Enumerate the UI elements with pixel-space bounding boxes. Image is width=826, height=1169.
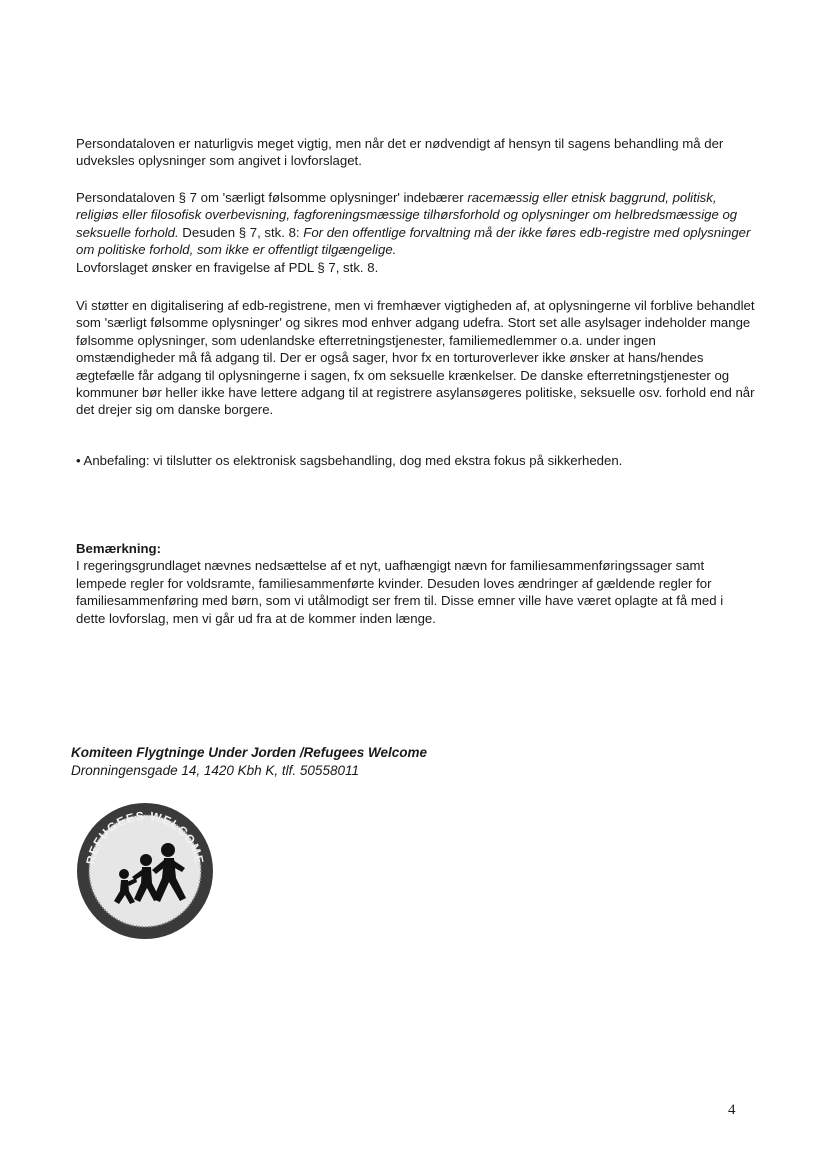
recommendation-text: • Anbefaling: vi tilslutter os elektronisk sagsbehandling, dog med ekstra fokus på sikkerheden. — [76, 453, 623, 468]
signature-organization: Komiteen Flygtninge Under Jorden /Refugees Welcome — [71, 745, 428, 760]
italic-run: For den offentlige forvaltning må der ikke føres edb-registre med oplysninger om politiske forhold, som ikke er offentligt tilgængelige. — [76, 224, 751, 258]
paragraph-pdl-section-7 — [76, 189, 756, 276]
text-run: Persondataloven § 7 om 'særligt følsomme oplysninger' indebærer — [76, 190, 468, 205]
paragraph-digitalisering — [76, 297, 756, 419]
remark-section — [76, 540, 756, 627]
paragraph-text — [76, 189, 756, 259]
text-run: Desuden § 7, stk. 8: — [178, 224, 304, 240]
remark-heading: Bemærkning: — [76, 541, 161, 556]
page-number: 4 — [728, 1102, 736, 1118]
recommendation — [76, 452, 756, 469]
refugees-welcome-logo — [72, 798, 218, 944]
paragraph-persondataloven — [76, 135, 756, 170]
paragraph-text: Vi støtter en digitalisering af edb-registrene, men vi fremhæver vigtigheden af, at oplysningerne vil forblive behandlet som 'særligt følsomme oplysninger' og sikres mod enhver adgang udefra. Stort set alle asylsager indeholder mange følsomme oplysninger, som udenlandske efterretningstjenester, familiemedlemmer o.a. under ingen omstændigheder må få adgang til. Der er også sager, hvor fx en torturoverlever ikke ønsker at hans/hendes ægtefælle får adgang til oplysningerne i sagen, fx om seksuelle krænkelser. De danske efterretningstjenester og kommuner bør heller ikke have lettere adgang til at registrere asylansøgeres politiske, seksuelle osv. forhold end når det drejer sig om danske borgere. — [76, 298, 755, 418]
logo-lettering: REFUGEES WELCOME — [83, 808, 207, 866]
remark-body: I regeringsgrundlaget nævnes nedsættelse af et nyt, uafhængigt nævn for familiesammenføringssager samt lempede regler for voldsramte, familiesammenførte kvinder. Desuden loves ændringer af gældende regler for familiesammenføring med børn, som vi utålmodigt ser frem til. Disse emner ville have været oplagte at få med i dette lovforslag, men vi går ud fra at de kommer inden længe. — [76, 558, 724, 626]
italic-run: racemæssig eller etnisk baggrund, politisk, religiøs eller filosofisk overbevisning, fagforeningsmæssige tilhørsforhold og oplysninger om helbredsmæssige og seksuelle forhold. — [76, 190, 738, 240]
signature-block — [71, 744, 427, 780]
paragraph-text: Persondataloven er naturligvis meget vigtig, men når det er nødvendigt af hensyn til sagens behandling må der udveksles oplysninger som angivet i lovforslaget. — [76, 136, 724, 169]
signature-address: Dronningensgade 14, 1420 Kbh K, tlf. 50558011 — [71, 763, 359, 778]
paragraph-text: Lovforslaget ønsker en fravigelse af PDL § 7, stk. 8. — [76, 259, 379, 275]
